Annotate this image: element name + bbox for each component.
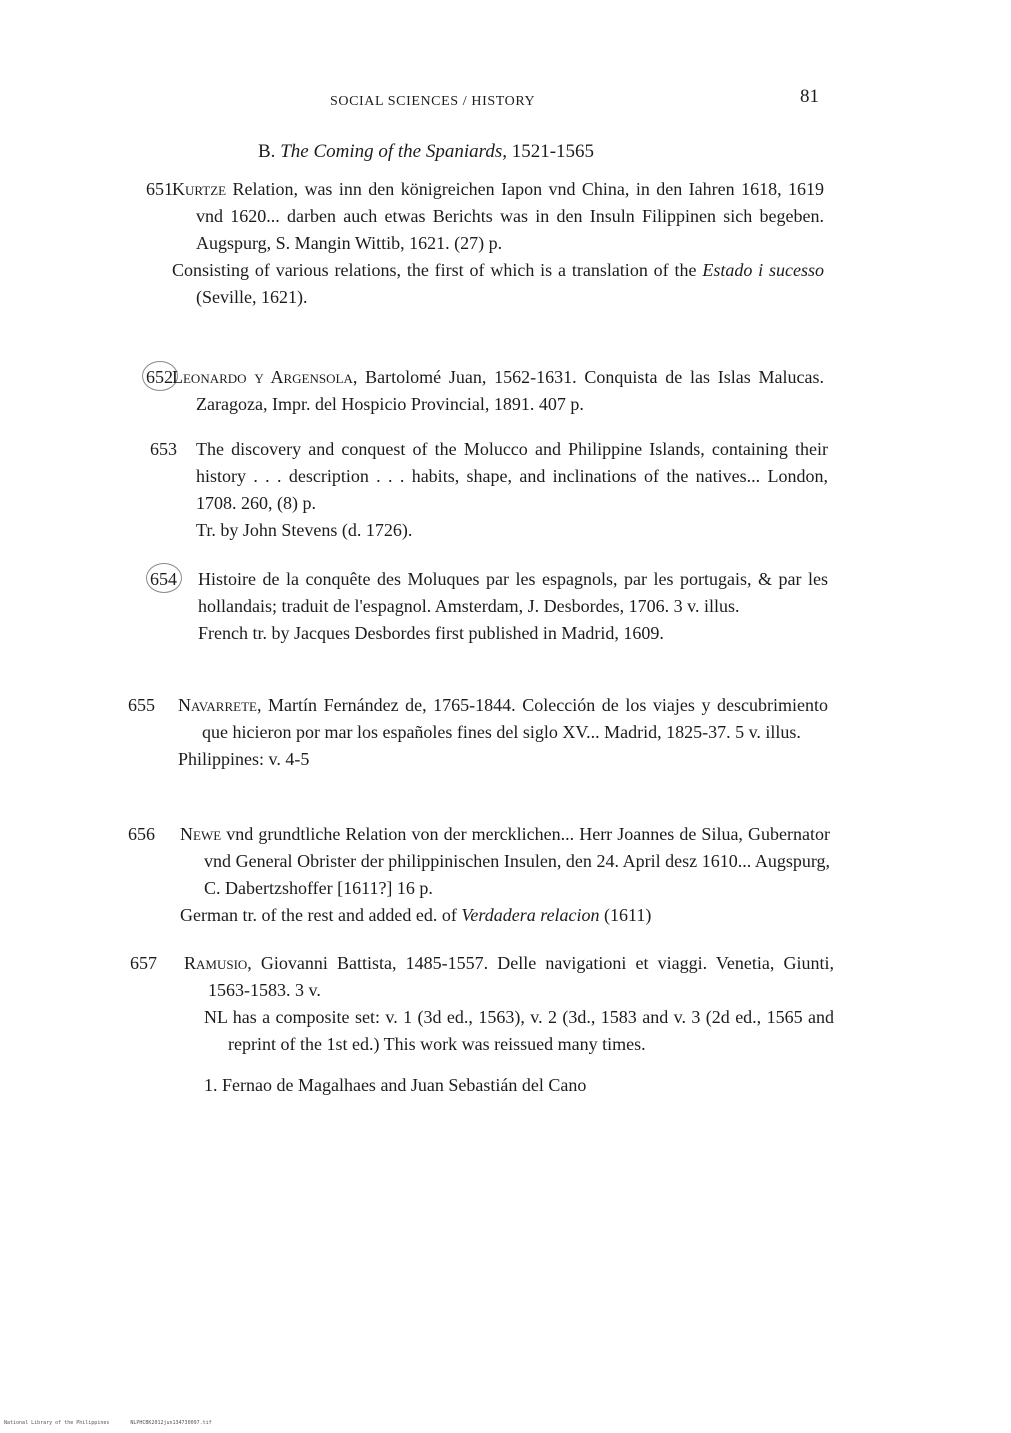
section-heading [258, 141, 594, 163]
entry-author: Kurtze [172, 179, 227, 199]
entry-text: Giovanni Battista, 1485-1557. Delle navigationi et viaggi. Venetia, Giunti, 1563-1583. 3 v. [208, 953, 834, 1000]
scan-footer [4, 1420, 230, 1426]
entry-note: German tr. of the rest and added ed. of Verdadera relacion (1611) [180, 905, 652, 925]
entry-citation [172, 176, 824, 257]
entry-author: Leonardo y Argensola, [172, 367, 358, 387]
running-head: SOCIAL SCIENCES / HISTORY [330, 94, 536, 109]
entry-citation [172, 364, 824, 418]
footer-library: National Library of the Philippines [4, 1420, 110, 1426]
entry-citation [184, 950, 834, 1004]
entry-number: 653 [150, 439, 177, 459]
entry-citation [178, 692, 828, 746]
entry-note: Tr. by John Stevens (d. 1726). [196, 520, 413, 540]
entry-text: Relation, was inn den königreichen Iapon vnd China, in den Iahren 1618, 1619 vnd 1620... darben auch etwas Berichts was in den Insuln Filippinen sich begeben. Augspurg, S. Mangin Wittib, 1621. (27) p. [196, 179, 824, 253]
entry-number: 656 [128, 824, 155, 844]
entry-number: 657 [130, 953, 157, 973]
entry-number: 651 [146, 179, 173, 199]
entry-author: Newe [180, 824, 222, 844]
entry-number: 652 [146, 367, 173, 387]
entry-text: Bartolomé Juan, 1562-1631. Conquista de las Islas Malucas. Zaragoza, Impr. del Hospicio Provincial, 1891. 407 p. [196, 367, 824, 414]
entry-note: NL has a composite set: v. 1 (3d ed., 1563), v. 2 (3d., 1583 and v. 3 (2d ed., 1565 and reprint of the 1st ed.) This work was reissued many times. [204, 1007, 834, 1054]
section-title: The Coming of the Spaniards, [280, 141, 507, 162]
entry-list-item: 1. Fernao de Magalhaes and Juan Sebastián del Cano [204, 1075, 587, 1095]
entry-text: Martín Fernández de, 1765-1844. Colección de los viajes y descubrimiento que hicieron por mar los españoles fines del siglo XV... Madrid, 1825-37. 5 v. illus. [202, 695, 828, 742]
entry-citation: The discovery and conquest of the Molucco and Philippine Islands, containing their history . . . description . . . habits, shape, and inclinations of the natives... London, 1708. 260, (8) p. [196, 439, 828, 513]
entry-number: 655 [128, 695, 155, 715]
section-label: B. [258, 141, 276, 162]
entry-text: vnd grundtliche Relation von der mercklichen... Herr Joannes de Silua, Gubernator vnd General Obrister der philippinischen Insulen, den 24. April desz 1610... Augspurg, C. Dabertzshoffer [1611?] 16 p. [204, 824, 830, 898]
entry-author: Navarrete, [178, 695, 262, 715]
entry-note: French tr. by Jacques Desbordes first published in Madrid, 1609. [198, 623, 664, 643]
entry-citation [180, 821, 830, 902]
entry-citation: Histoire de la conquête des Moluques par les espagnols, par les portugais, & par les hollandais; traduit de l'espagnol. Amsterdam, J. Desbordes, 1706. 3 v. illus. [198, 569, 828, 616]
page-number: 81 [800, 86, 819, 107]
section-years: 1521-1565 [511, 141, 595, 162]
entry-author: Ramusio, [184, 953, 252, 973]
footer-file: NLPHCBK2012jun134730097.tif [130, 1420, 212, 1426]
entry-note: Consisting of various relations, the first of which is a translation of the Estado i sucesso (Seville, 1621). [172, 260, 825, 307]
entry-number: 654 [150, 569, 177, 589]
entry-note: Philippines: v. 4-5 [178, 749, 310, 769]
